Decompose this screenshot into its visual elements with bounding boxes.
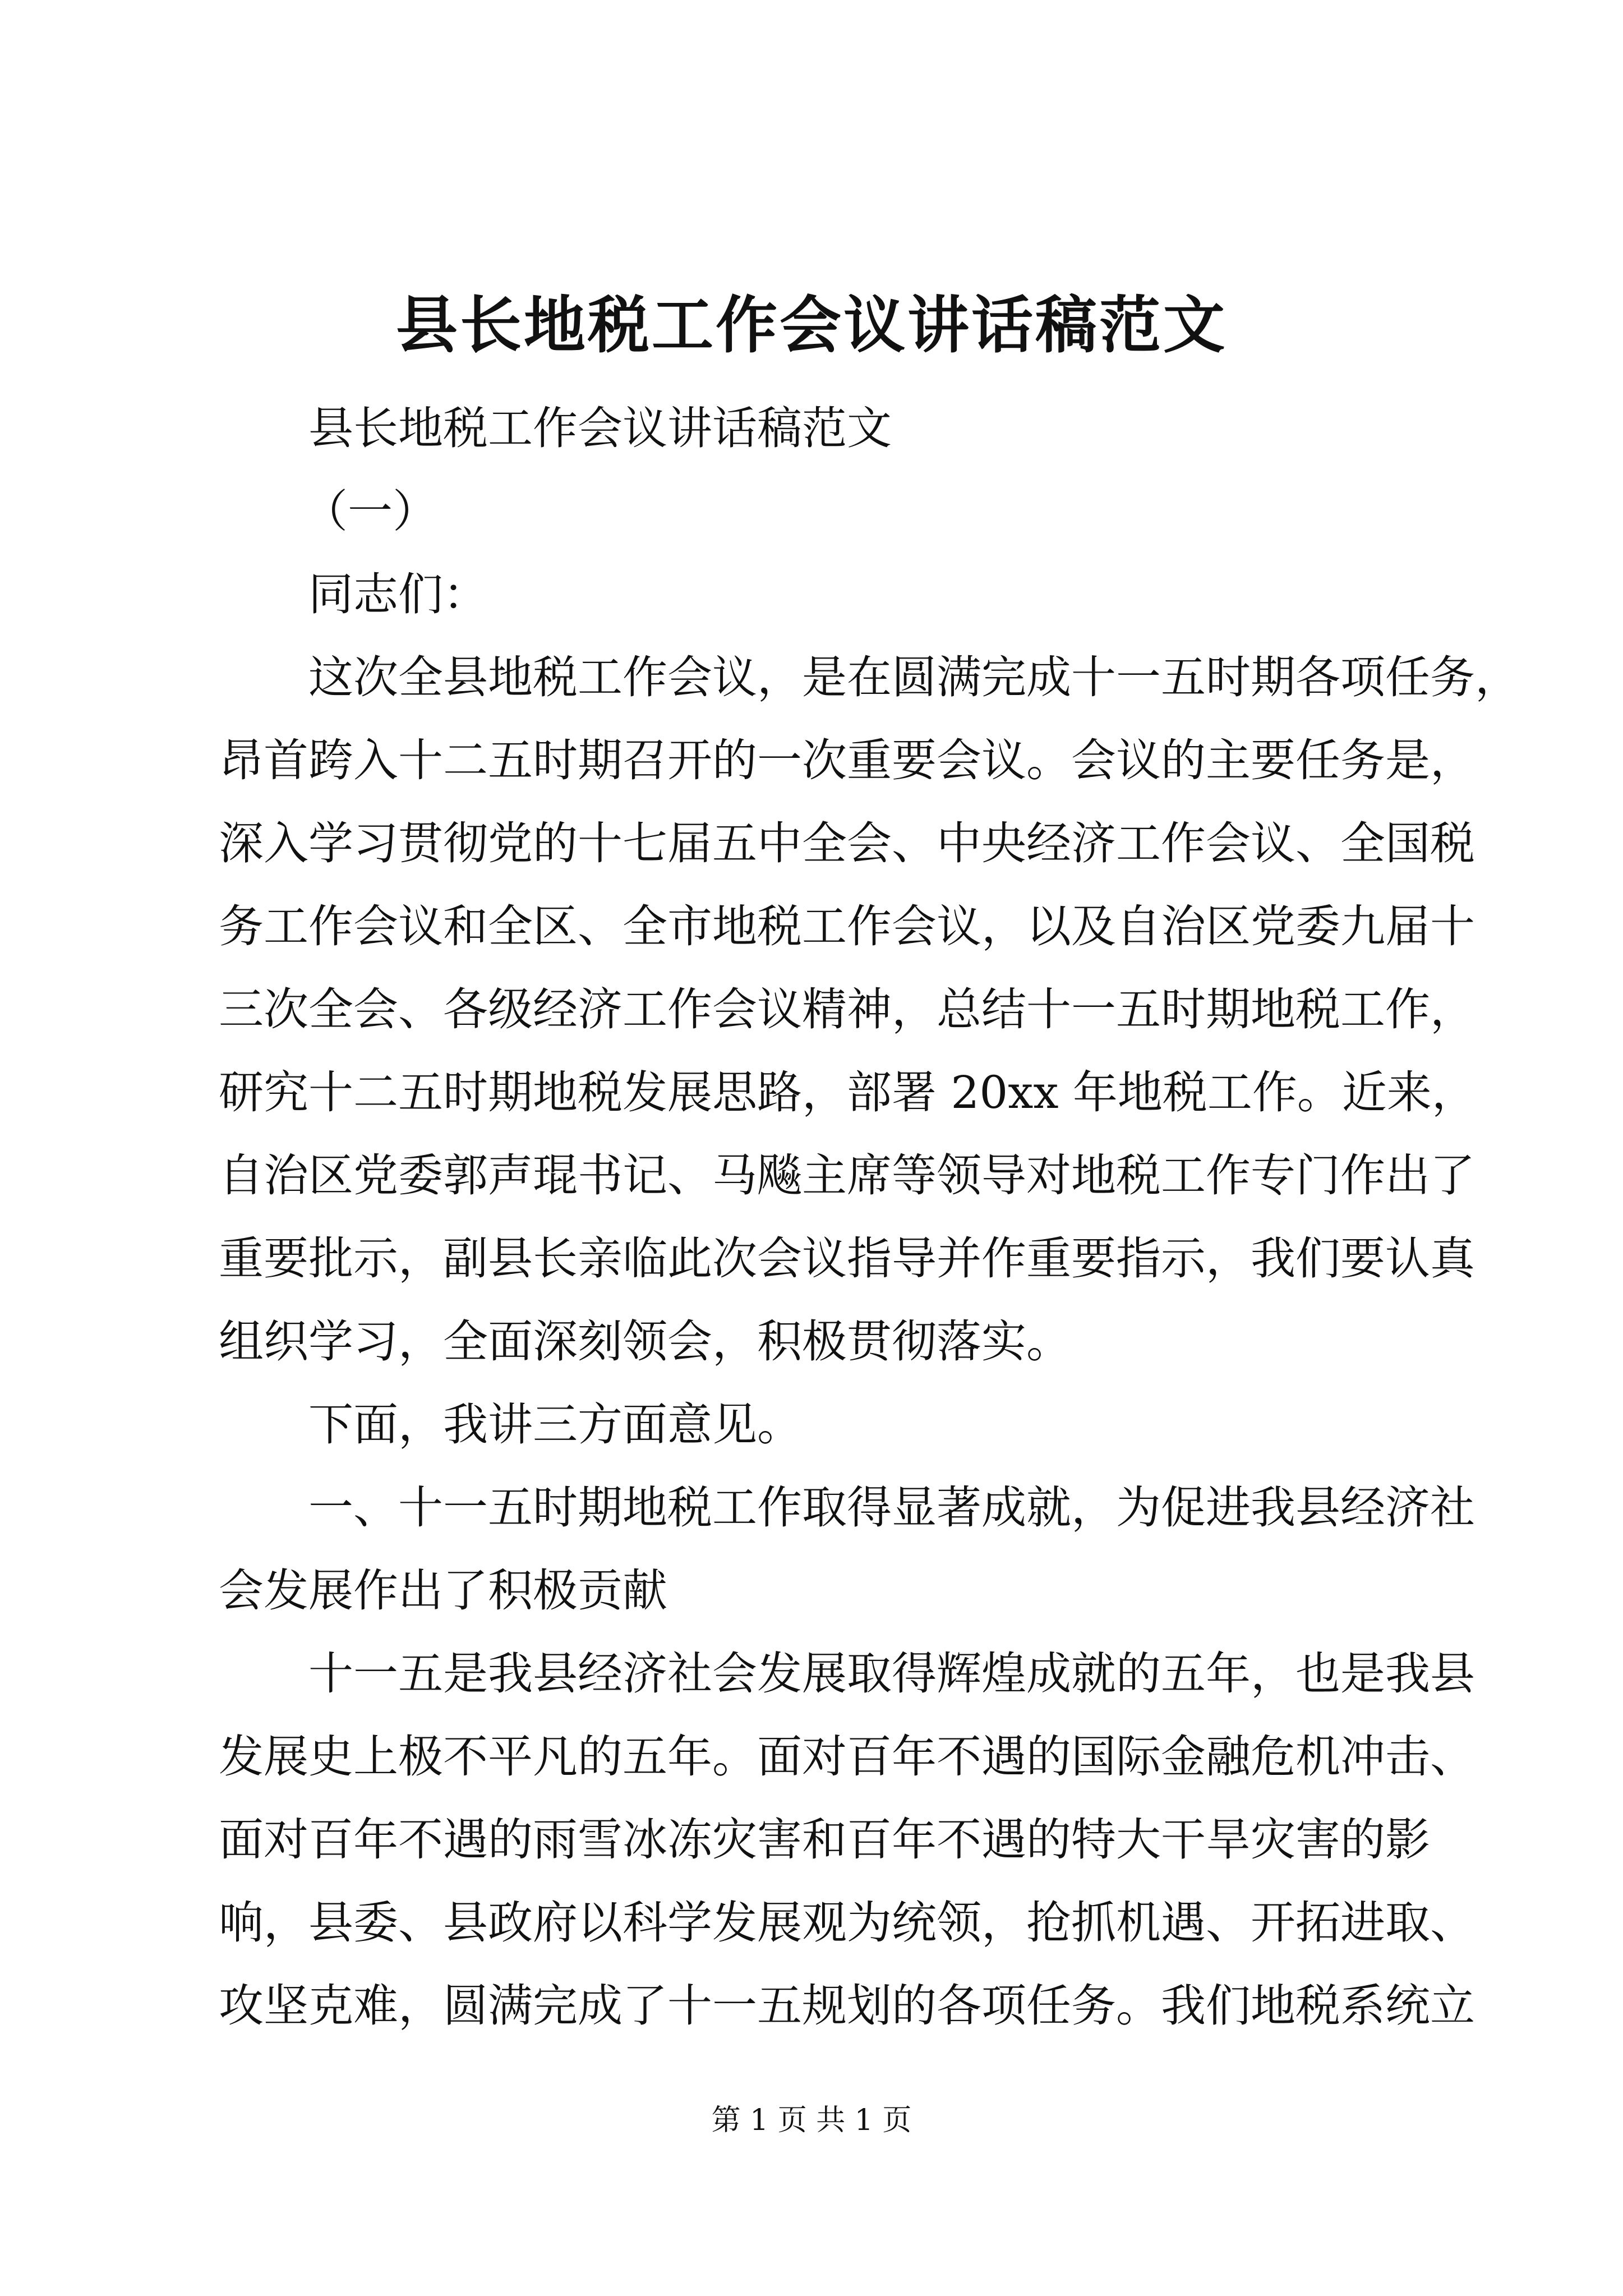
paragraph-line: 这次全县地税工作会议，是在圆满完成十一五时期各项任务，	[308, 651, 1520, 703]
paragraph-line: 响，县委、县政府以科学发展观为统领，抢抓机遇、开拓进取、	[219, 1897, 1475, 1949]
paragraph-line: 研究十二五时期地税发展思路，部署 20xx 年地税工作。近来，	[219, 1066, 1477, 1119]
paragraph-line: 会发展作出了积极贡献	[219, 1565, 667, 1617]
paragraph-line: 面对百年不遇的雨雪冰冻灾害和百年不遇的特大干旱灾害的影	[219, 1814, 1430, 1866]
paragraph-line: 县长地税工作会议讲话稿范文	[308, 402, 892, 454]
document-title: 县长地税工作会议讲话稿范文	[396, 289, 1227, 361]
paragraph-line: 深入学习贯彻党的十七届五中全会、中央经济工作会议、全国税	[219, 817, 1475, 869]
paragraph-line: （一）	[303, 485, 437, 537]
document-body	[219, 387, 1520, 2047]
paragraph-line: 攻坚克难，圆满完成了十一五规划的各项任务。我们地税系统立	[219, 1980, 1475, 2032]
paragraph-line: 发展史上极不平凡的五年。面对百年不遇的国际金融危机冲击、	[219, 1731, 1475, 1783]
paragraph-line: 重要批示，副县长亲临此次会议指导并作重要指示，我们要认真	[219, 1232, 1475, 1285]
paragraph-line: 务工作会议和全区、全市地税工作会议，以及自治区党委九届十	[219, 900, 1475, 953]
paragraph-line: 组织学习，全面深刻领会，积极贯彻落实。	[219, 1315, 1071, 1368]
paragraph-line: 一、十一五时期地税工作取得显著成就，为促进我县经济社	[308, 1481, 1475, 1534]
paragraph-line: 十一五是我县经济社会发展取得辉煌成就的五年，也是我县	[308, 1648, 1475, 1700]
paragraph-line: 昂首跨入十二五时期召开的一次重要会议。会议的主要任务是，	[219, 734, 1475, 786]
paragraph-line: 下面，我讲三方面意见。	[308, 1398, 802, 1451]
page-footer: 第 1 页 共 1 页	[711, 2104, 912, 2137]
paragraph-line: 同志们：	[308, 568, 488, 620]
paragraph-line: 自治区党委郭声琨书记、马飚主席等领导对地税工作专门作出了	[219, 1149, 1475, 1202]
paragraph-line: 三次全会、各级经济工作会议精神，总结十一五时期地税工作，	[219, 983, 1475, 1036]
